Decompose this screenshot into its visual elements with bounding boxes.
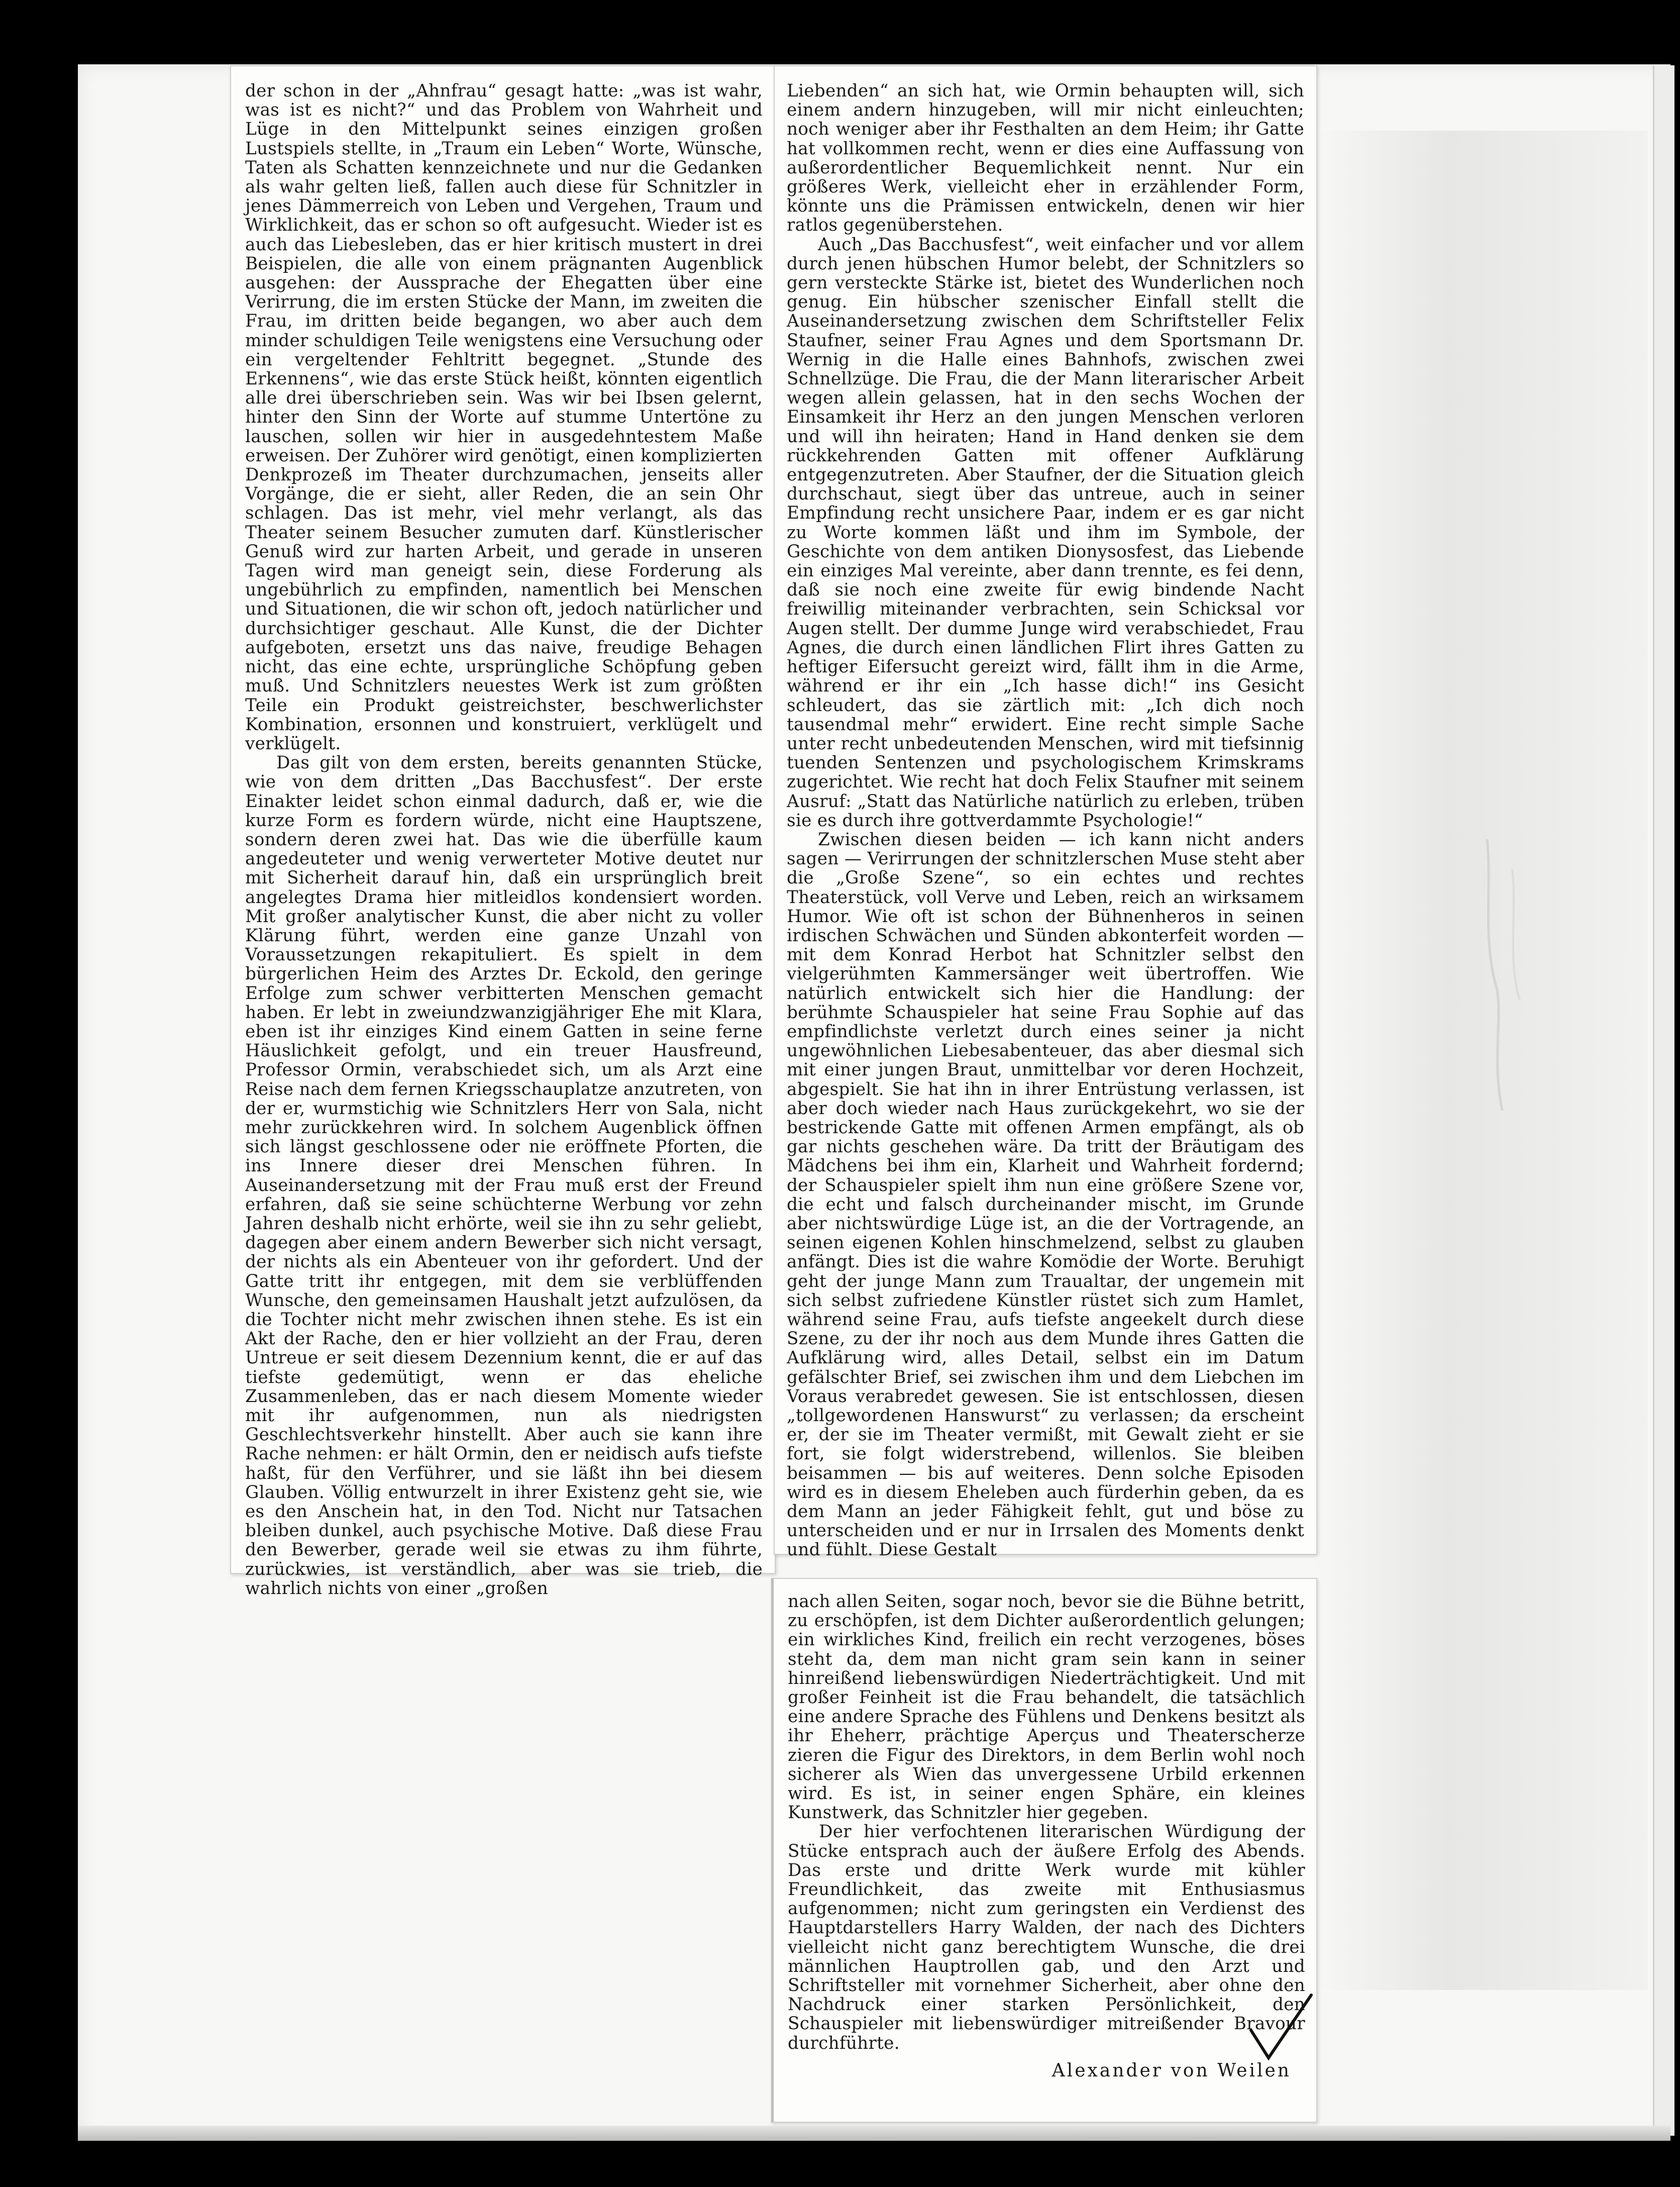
paragraph: Das gilt von dem ersten, bereits genannten Stücke, wie von dem dritten „Das Bacchusfest“. Der erste Einakter leidet schon einmal dadurch, daß er, wie die kurze Form es fordern würde, nicht eine Hauptszene, sondern deren zwei hat. Das wie die überfülle kaum angedeuteter und wenig verwerteter Motive deutet nur mit Sicherheit darauf hin, daß ein ursprünglich breit angelegtes Drama hier mitleidlos kondensiert worden. Mit großer analytischer Kunst, die aber nicht zu voller Klärung führt, werden eine ganze Unzahl von Voraussetzungen rekapituliert. Es spielt in dem bürgerlichen Heim des Arztes Dr. Eckold, den geringe Erfolge zum schwer verbitterten Menschen gemacht haben. Er lebt in zweiundzwanzigjähriger Ehe mit Klara, eben ist ihr einziges Kind einem Gatten in seine ferne Häuslichkeit gefolgt, und ein treuer Hausfreund, Professor Ormin, verabschiedet sich, um als Arzt eine Reise nach dem fernen Kriegsschauplatze anzutreten, von der er, wurmstichig wie Schnitzlers Herr von Sala, nicht mehr zurückkehren wird. In solchem Augenblick öffnen sich längst geschlossene oder nie eröffnete Pforten, die ins Innere dieser drei Menschen führen. In Auseinandersetzung mit der Frau muß erst der Freund erfahren, daß sie seine schüchterne Werbung vor zehn Jahren deshalb nicht erhörte, weil sie ihn zu sehr geliebt, dagegen aber einem andern Bewerber sich nicht versagt, der nichts als ein Abenteuer von ihr gefordert. Und der Gatte tritt ihr entgegen, mit dem sie verblüffenden Wunsche, den gemeinsamen Haushalt jetzt aufzulösen, da die Tochter nicht mehr zwischen ihnen stehe. Es ist ein Akt der Rache, den er hier vollzieht an der Frau, deren Untreue er seit diesem Dezennium kennt, die er auf das tiefste gedemütigt, wenn er das eheliche Zusammenleben, das er nach diesem Momente wieder mit ihr aufgenommen, nun als niedrigsten Geschlechtsverkehr hinstellt. Aber auch sie kann ihre Rache nehmen: er hält Ormin, den er neidisch aufs tiefste haßt, für den Verführer, und sie läßt ihn bei diesem Glauben. Völlig entwurzelt in ihrer Existenz geht sie, wie es den Anschein hat, in den Tod. Nicht nur Tatsachen bleiben dunkel, auch psychische Motive. Daß diese Frau den Bewerber, gerade weil sie etwas zu ihm führte, zurückwies, ist verständlich, aber was sie trieb, die wahrlich nichts von einer „großen	[245, 753, 763, 1599]
checkmark-icon	[1246, 1990, 1316, 2065]
paragraph: Der hier verfochtenen literarischen Würdigung der Stücke entsprach auch der äußere Erfolg des Abends. Das erste und dritte Werk wurde mit kühler Freundlichkeit, das zweite mit Enthusiasmus aufgenommen; nicht zum geringsten ein Verdienst des Hauptdarstellers Harry Walden, der nach des Dichters vielleicht nicht ganz berechtigtem Wunsche, die drei männlichen Hauptrollen gab, und den Arzt und Schriftsteller mit vornehmer Sicherheit, aber ohne den Nachdruck einer starken Persönlichkeit, den Schauspieler mit liebenswürdiger mitreißender Bravour durchführte.	[788, 1822, 1305, 2053]
article-column-right	[787, 81, 1304, 1560]
paragraph: der schon in der „Ahnfrau“ gesagt hatte: „was ist wahr, was ist es nicht?“ und das Problem von Wahrheit und Lüge in den Mittelpunkt seines einzigen großen Lustspiels stellte, in „Traum ein Leben“ Worte, Wünsche, Taten als Schatten kennzeichnete und nur die Gedanken als wahr gelten ließ, fallen auch diese für Schnitzler in jenes Dämmerreich von Leben und Vergehen, Traum und Wirklichkeit, das er schon so oft aufgesucht. Wieder ist es auch das Liebesleben, das er hier kritisch mustert in drei Beispielen, die alle von einem prägnanten Augenblick ausgehen: der Aussprache der Ehegatten über eine Verirrung, die im ersten Stücke der Mann, im zweiten die Frau, im dritten beide begangen, wo aber auch dem minder schuldigen Teile wenigstens eine Versuchung oder ein vergeltender Fehltritt begegnet. „Stunde des Erkennens“, wie das erste Stück heißt, könnten eigentlich alle drei überschrieben sein. Was wir bei Ibsen gelernt, hinter den Sinn der Worte auf stumme Untertöne zu lauschen, sollen wir hier in ausgedehntestem Maße erweisen. Der Zuhörer wird genötigt, einen komplizierten Denkprozeß im Theater durchzumachen, jenseits aller Vorgänge, die er sieht, aller Reden, die an sein Ohr schlagen. Das ist mehr, viel mehr verlangt, als das Theater seinem Besucher zumuten darf. Künstlerischer Genuß wird zur harten Arbeit, und gerade in unseren Tagen wird man geneigt sein, diese Forderung als ungebührlich zu empfinden, namentlich bei Menschen und Situationen, die wir schon oft, jedoch natürlicher und durchsichtiger geschaut. Alle Kunst, die der Dichter aufgeboten, ersetzt uns das naive, freudige Behagen nicht, das eine echte, ursprüngliche Schöpfung geben muß. Und Schnitzlers neuestes Werk ist zum größten Teile ein Produkt geistreichster, beschwerlichster Kombination, ersonnen und konstruiert, verklügelt und verklügelt.	[245, 81, 763, 754]
article-column-lower	[788, 1592, 1305, 2077]
pencil-marks	[1427, 829, 1557, 1131]
paragraph: Auch „Das Bacchusfest“, weit einfacher und vor allem durch jenen hübschen Humor belebt, der Schnitzlers so gern versteckte Stärke ist, bietet des Wunderlichen noch genug. Ein hübscher szenischer Einfall stellt die Auseinandersetzung zwischen dem Schriftsteller Felix Staufner, seiner Frau Agnes und dem Sportsmann Dr. Wernig in die Halle eines Bahnhofs, zwischen zwei Schnellzüge. Die Frau, die der Mann literarischer Arbeit wegen allein gelassen, hat in den sechs Wochen der Einsamkeit ihr Herz an den jungen Menschen verloren und will ihn heiraten; Hand in Hand denken sie dem rückkehrenden Gatten mit offener Aufklärung entgegenzutreten. Aber Staufner, der die Situation gleich durchschaut, siegt über das untreue, auch in seiner Empfindung recht unsichere Paar, indem er es gar nicht zu Worte kommen läßt und ihm im Symbole, der Geschichte von dem antiken Dionysosfest, das Liebende ein einziges Mal vereinte, aber dann trennte, es fei denn, daß sie noch eine zweite für ewig bindende Nacht freiwillig miteinander verbrachten, sein Schicksal vor Augen stellt. Der dumme Junge wird verabschiedet, Frau Agnes, die durch einen ländlichen Flirt ihres Gatten zu heftiger Eifersucht gereizt wird, fällt ihm in die Arme, während er ihr ein „Ich hasse dich!“ ins Gesicht schleudert, das sie zärtlich mit: „Ich dich noch tausendmal mehr“ erwidert. Eine recht simple Sache unter recht unbedeutenden Menschen, wird mit tiefsinnig tuenden Sentenzen und psychologischem Krimskrams zugerichtet. Wie recht hat doch Felix Staufner mit seinem Ausruf: „Statt das Natürliche natürlich zu erleben, trüben sie es durch ihre gottverdammte Psychologie!“	[787, 234, 1304, 831]
paragraph: Zwischen diesen beiden — ich kann nicht anders sagen — Verirrungen der schnitzlerschen Muse steht aber die „Große Szene“, so ein echtes und rechtes Theaterstück, voll Verve und Leben, reich an wirksamem Humor. Wie oft ist schon der Bühnenheros in seinen irdischen Schwächen und Sünden abkonterfeit worden — mit dem Konrad Herbot hat Schnitzler selbst den vielgerühmten Kammersänger weit übertroffen. Wie natürlich entwickelt sich hier die Handlung: der berühmte Schauspieler hat seine Frau Sophie auf das empfindlichste verletzt durch eines seiner ja nicht ungewöhnlichen Liebesabenteuer, das aber diesmal sich mit einer jungen Braut, unmittelbar vor deren Hochzeit, abgespielt. Sie hat ihn in ihrer Entrüstung verlassen, ist aber doch wieder nach Haus zurückgekehrt, wo sie der bestrickende Gatte mit offenen Armen empfängt, als ob gar nichts geschehen wäre. Da tritt der Bräutigam des Mädchens bei ihm ein, Klarheit und Wahrheit fordernd; der Schauspieler spielt ihm nun eine größere Szene vor, die echt und falsch durcheinander mischt, im Grunde aber nichtswürdige Lüge ist, an die der Vortragende, an seinen eigenen Kohlen hinschmelzend, selbst zu glauben anfängt. Dies ist die wahre Komödie der Worte. Beruhigt geht der junge Mann zum Traualtar, der ungemein mit sich selbst zufriedene Künstler rüstet sich zum Hamlet, während seine Frau, aufs tiefste angeekelt durch diese Szene, zu der ihr noch aus dem Munde ihres Gatten die Aufklärung wird, alles Detail, selbst ein im Datum gefälschter Brief, sei zwischen ihm und dem Liebchen im Voraus verabredet gewesen. Sie ist entschlossen, diesen „tollgewordenen Hanswurst“ zu verlassen; da erscheint er, der sie im Theater vermißt, mit Gewalt zieht er sie fort, sie folgt widerstrebend, willenlos. Sie bleiben beisammen — bis auf weiteres. Denn solche Episoden wird es in diesem Eheleben auch fürderhin geben, da es dem Mann an jeder Fähigkeit fehlt, gut und böse zu unterscheiden und er nur in Irrsalen des Moments denkt und fühlt. Diese Gestalt	[787, 829, 1304, 1560]
paper-right-edge	[1653, 65, 1674, 2136]
author-signature: Alexander von Weilen	[1052, 2060, 1291, 2081]
paper-bottom-edge	[78, 2126, 1670, 2141]
paragraph: nach allen Seiten, sogar noch, bevor sie die Bühne betritt, zu erschöpfen, ist dem Dichter außerordentlich gelungen; ein wirkliches Kind, freilich ein recht verzogenes, böses steht da, dem man nicht gram sein kann in seiner hinreißend liebenswürdigen Niederträchtigkeit. Und mit großer Feinheit ist die Frau behandelt, die tatsächlich eine andere Sprache des Fühlens und Denkens besitzt als ihr Eheherr, prächtige Aperçus und Theaterscherze zieren die Figur des Direktors, in dem Berlin wohl noch sicherer als Wien das unvergessene Urbild erkennen wird. Es ist, in seiner engen Sphäre, ein kleines Kunstwerk, das Schnitzler hier gegeben.	[788, 1592, 1305, 1823]
paragraph: Liebenden“ an sich hat, wie Ormin behaupten will, sich einem andern hinzugeben, will mir nicht einleuchten; noch weniger aber ihr Festhalten an dem Heim; ihr Gatte hat vollkommen recht, wenn er dies eine Auffassung von außerordentlicher Bequemlichkeit nennt. Nur ein größeres Werk, vielleicht eher in erzählender Form, könnte uns die Prämissen entwickeln, denen wir hier ratlos gegenüberstehen.	[787, 81, 1304, 236]
article-column-left	[245, 81, 763, 1599]
